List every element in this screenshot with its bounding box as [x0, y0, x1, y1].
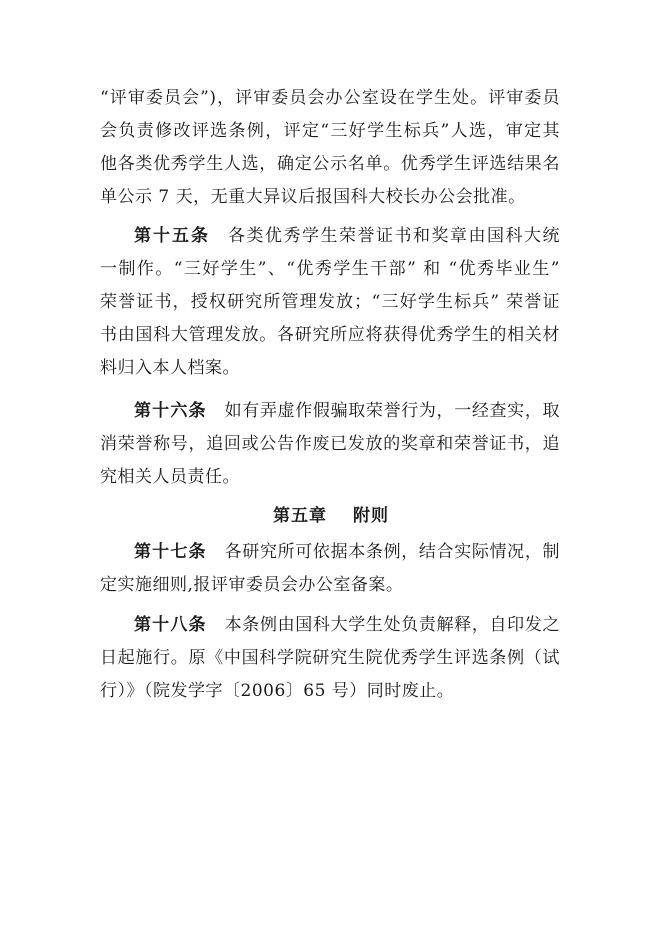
article-16-title: 第十六条 [134, 401, 207, 421]
text-line: 一制作。“三好学生”、“优秀学生干部” 和 “优秀毕业生” [100, 259, 560, 279]
text-line: 究相关人员责任。 [100, 467, 240, 487]
text-line: 书由国科大管理发放。各研究所应将获得优秀学生的相关材 [100, 325, 560, 345]
text-line: 定实施细则,报评审委员会办公室备案。 [100, 575, 404, 595]
chapter-title: 附则 [353, 506, 389, 526]
text-line: 他各类优秀学生人选，确定公示名单。优秀学生评选结果名 [100, 154, 560, 174]
text-line: 消荣誉称号，追回或公告作废已发放的奖章和荣誉证书，追 [100, 434, 560, 454]
text-line: 会负责修改评选条例，评定“三好学生标兵”人选，审定其 [100, 121, 560, 141]
article-15-first-line [134, 221, 560, 251]
text-line: 各类优秀学生荣誉证书和奖章由国科大统 [228, 226, 560, 246]
chapter-heading [0, 501, 662, 531]
article-18-title: 第十八条 [134, 615, 207, 635]
article-18-first-line [134, 610, 560, 640]
article-16-first-line [134, 396, 560, 426]
text-line: 本条例由国科大学生处负责解释，自印发之 [224, 615, 561, 635]
text-line: 行）》（院发学字〔2006〕65 号）同时废止。 [100, 681, 455, 701]
text-line: 荣誉证书，授权研究所管理发放；“三好学生标兵” 荣誉证 [100, 292, 560, 312]
text-line: “评审委员会”)，评审委员会办公室设在学生处。评审委员 [100, 88, 560, 108]
article-17-title: 第十七条 [134, 542, 207, 562]
text-line: 单公示 7 天，无重大异议后报国科大校长办公会批准。 [100, 187, 526, 207]
text-line: 如有弄虚作假骗取荣誉行为，一经查实，取 [224, 401, 561, 421]
text-line: 料归入本人档案。 [100, 358, 240, 378]
text-line: 日起施行。原《中国科学院研究生院优秀学生评选条例（试 [100, 648, 560, 668]
article-17-first-line [134, 537, 560, 567]
text-line: 各研究所可依据本条例，结合实际情况，制 [224, 542, 561, 562]
chapter-number: 第五章 [273, 506, 327, 526]
article-15-title: 第十五条 [134, 226, 210, 246]
